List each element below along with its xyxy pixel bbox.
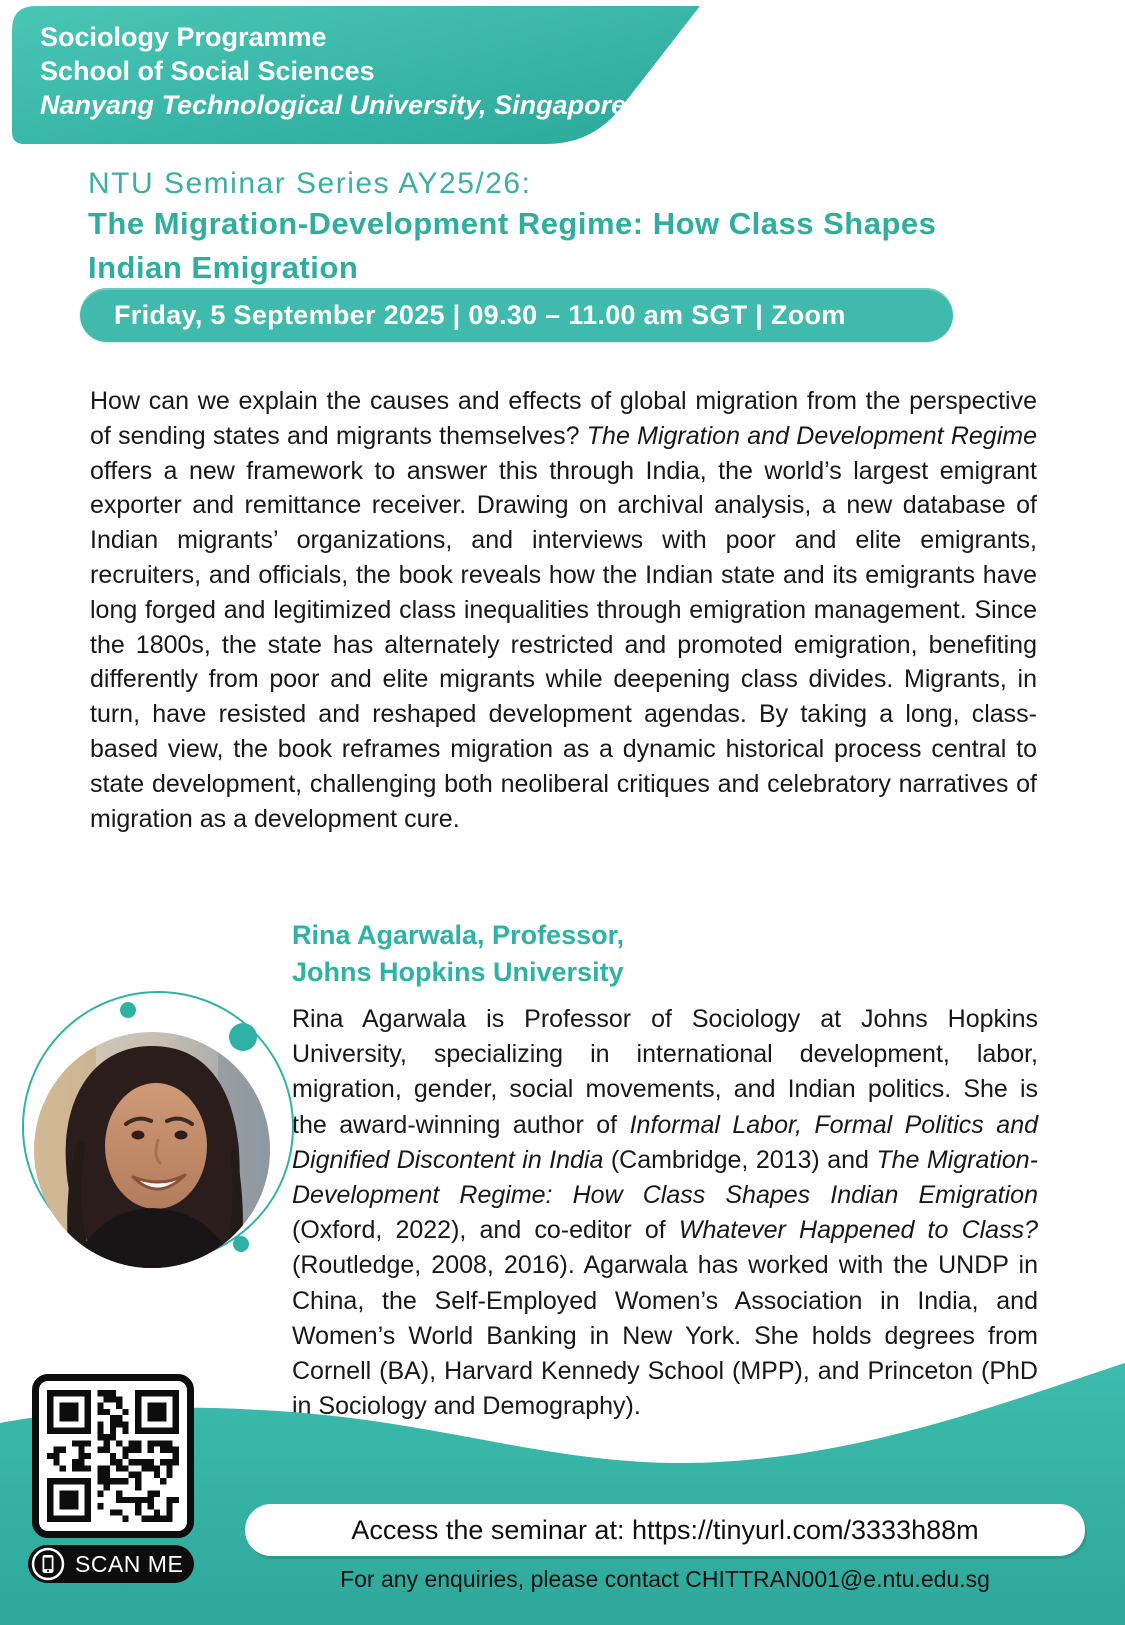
- header: [40, 20, 626, 122]
- abstract-paragraph: How can we explain the causes and effects of global migration from the perspective of sending states and migrants themselves? The Migration and Development Regime offers a new framework to answer this through India, the world’s largest emigrant exporter and remittance receiver. Drawing on archival analysis, a new database of Indian migrants’ organizations, and interviews with poor and elite emigrants, recruiters, and officials, the book reveals how the Indian state and its emigrants have long forged and legitimized class inequalities through emigration management. Since the 1800s, the state has alternately restricted and promoted emigration, benefiting differently from poor and elite migrants while deepening class divides. Migrants, in turn, have resisted and reshaped development agendas. By taking a long, class-based view, the book reframes migration as a dynamic historical process central to state development, challenging both neoliberal critiques and celebratory narratives of migration as a development cure.: [90, 387, 1037, 833]
- qr-code-panel: [32, 1374, 194, 1538]
- datetime-text: Friday, 5 September 2025 | 09.30 – 11.00 am SGT | Zoom: [114, 299, 846, 330]
- speaker-heading: [292, 917, 624, 991]
- seminar-title: The Migration-Development Regime: How Class Shapes Indian Emigration: [88, 206, 937, 285]
- speaker-name: Rina Agarwala, Professor,: [292, 920, 625, 950]
- smartphone-icon: [31, 1547, 65, 1581]
- seminar-series: NTU Seminar Series AY25/26:: [88, 167, 532, 200]
- access-link-pill[interactable]: [245, 1504, 1085, 1556]
- scan-me-label: SCAN ME: [75, 1550, 184, 1577]
- university-name: Nanyang Technological University, Singapore: [40, 90, 627, 120]
- access-link-text[interactable]: Access the seminar at: https://tinyurl.com/3333h88m: [351, 1514, 979, 1545]
- contact-line: For any enquiries, please contact CHITTRAN001@e.ntu.edu.sg: [340, 1566, 990, 1592]
- speaker-portrait-illustration: [34, 1032, 270, 1268]
- qr-code: [47, 1390, 179, 1522]
- speaker-photo: [34, 1032, 270, 1268]
- datetime-banner: [80, 288, 953, 342]
- programme-name: Sociology Programme: [40, 22, 327, 52]
- scan-me-pill: [28, 1545, 194, 1583]
- school-name: School of Social Sciences: [40, 56, 375, 86]
- speaker-bio: Rina Agarwala is Professor of Sociology at Johns Hopkins University, specializing in international development, labor, migration, gender, social movements, and Indian politics. She is the award-winning author of Informal Labor, Formal Politics and Dignified Discontent in India (Cambridge, 2013) and The Migration-Development Regime: How Class Shapes Indian Emigration (Oxford, 2022), and co-editor of Whatever Happened to Class? (Routledge, 2008, 2016). Agarwala has worked with the UNDP in China, the Self-Employed Women’s Association in India, and Women’s World Banking in New York. She holds degrees from Cornell (BA), Harvard Kennedy School (MPP), and Princeton (PhD in Sociology and Demography).: [292, 1005, 1039, 1421]
- speaker-affiliation: Johns Hopkins University: [292, 957, 624, 987]
